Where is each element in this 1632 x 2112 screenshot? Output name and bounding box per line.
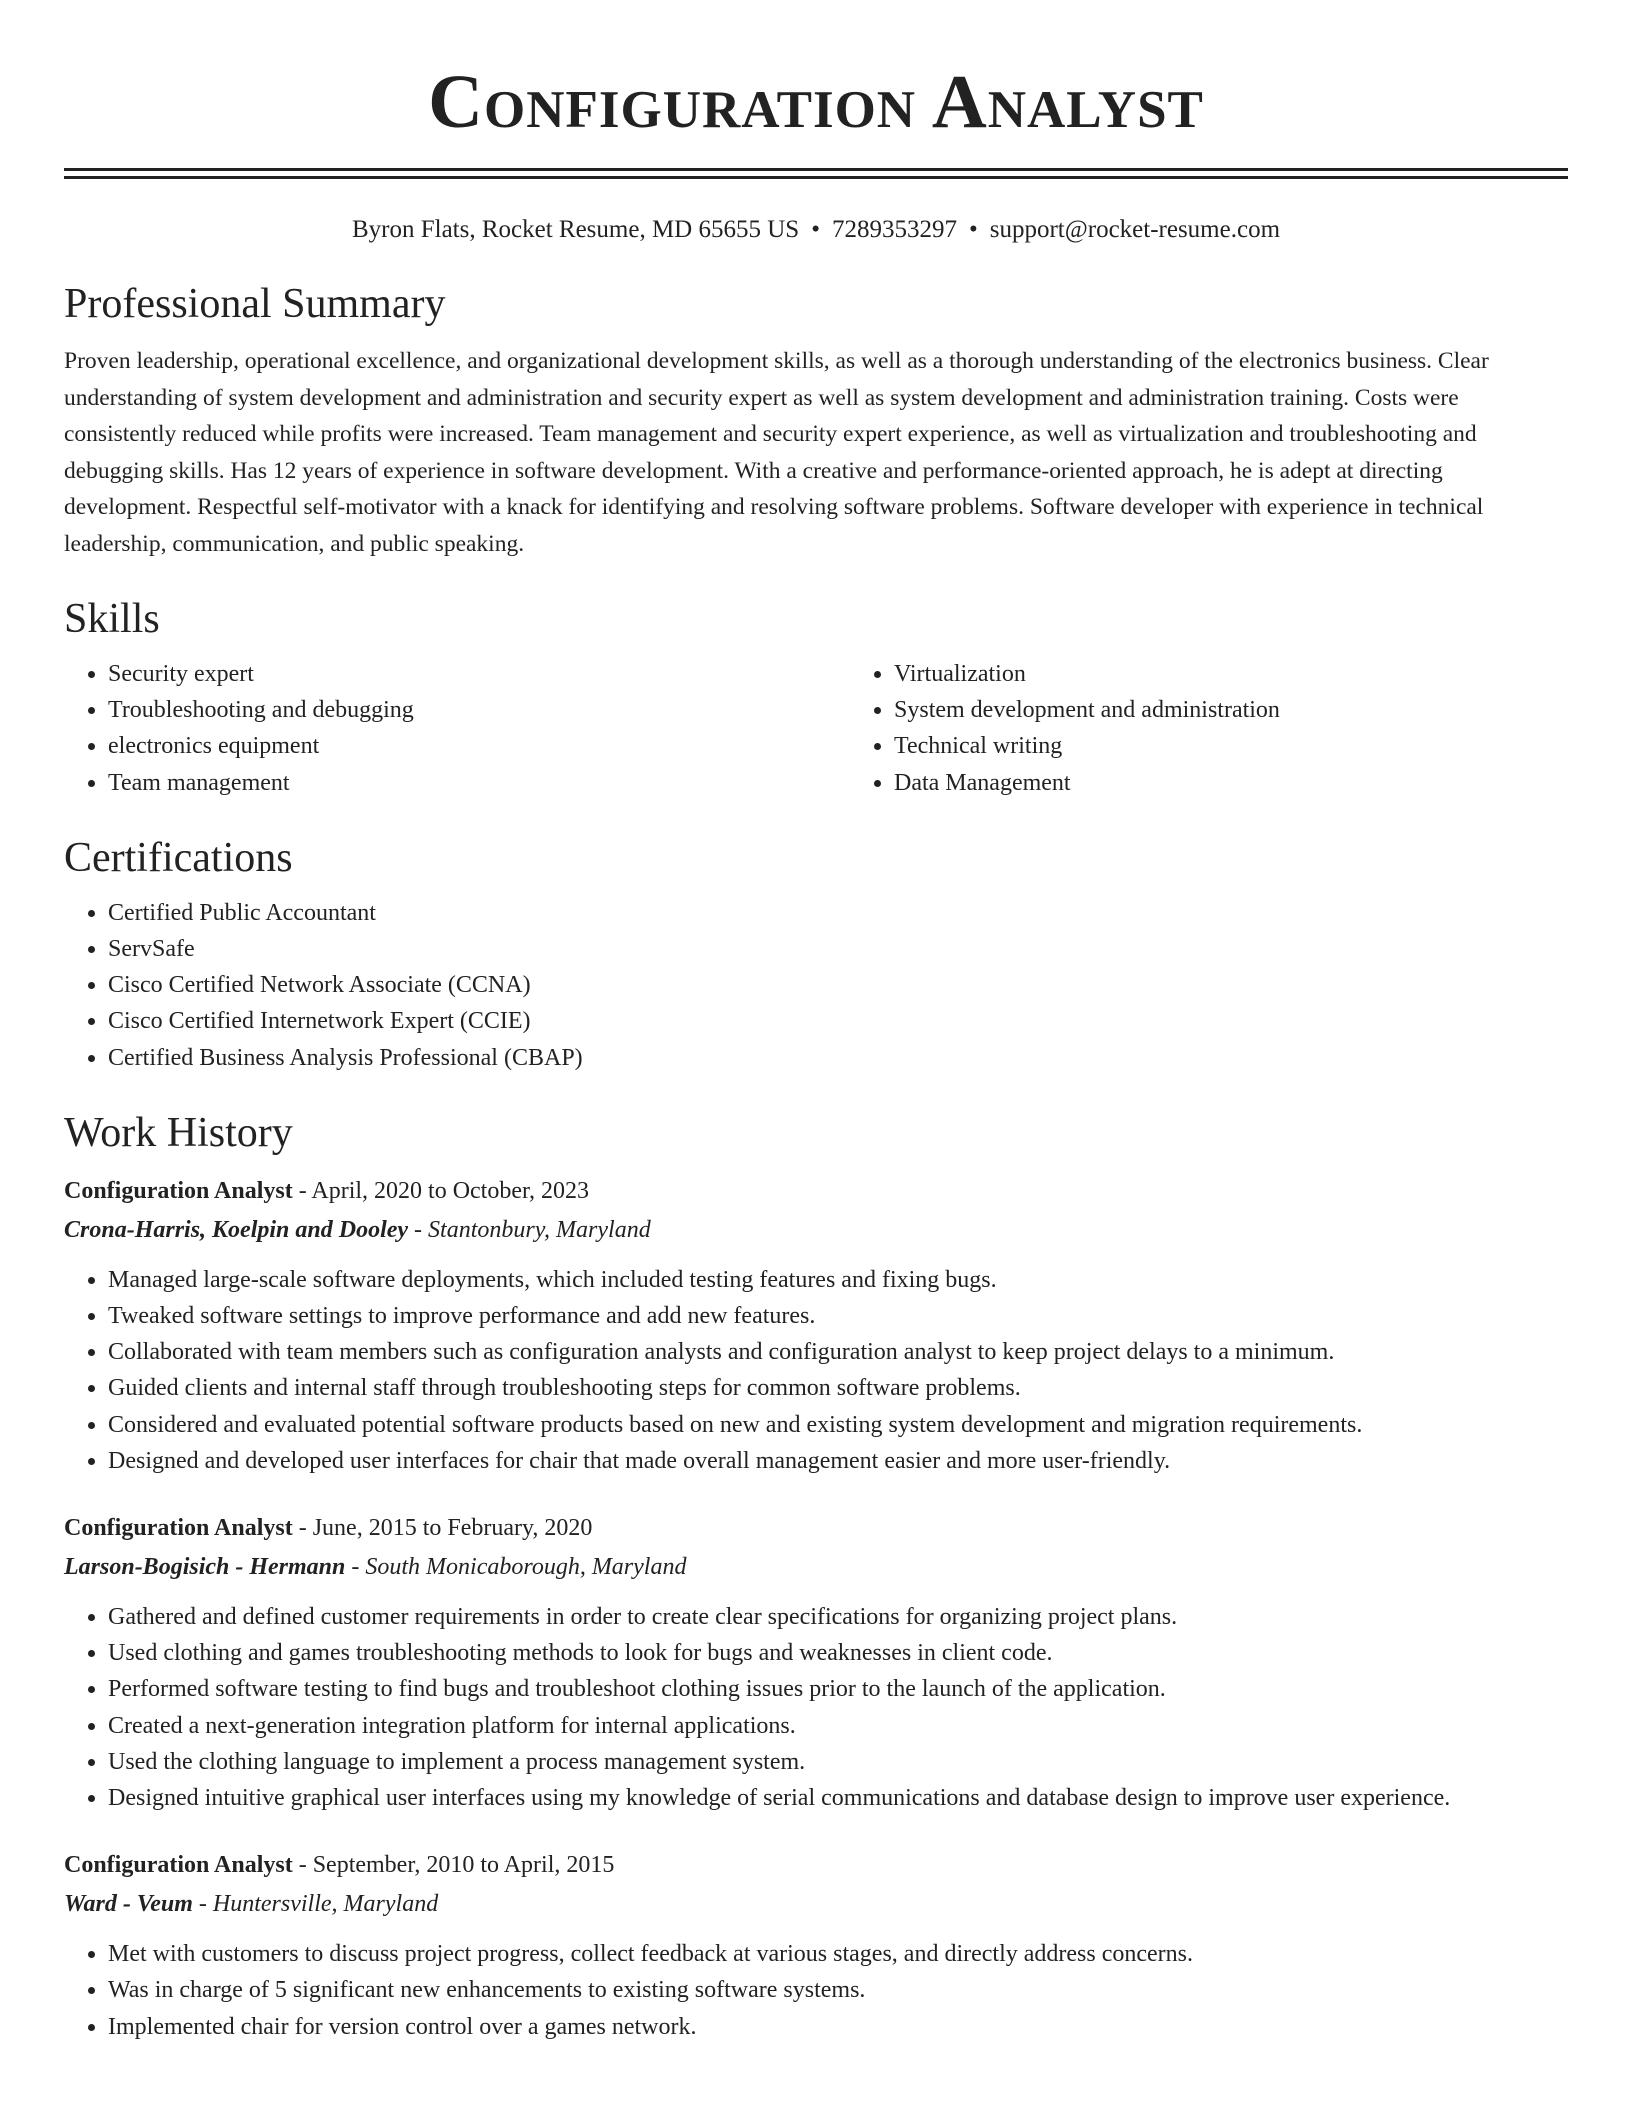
contact-phone: 7289353297 [831, 216, 957, 243]
job-bullet: • Guided clients and internal staff through troubleshooting steps for common software problems. [108, 1370, 1568, 1406]
job-bullet: • Managed large-scale software deployments, which included testing features and fixing bugs. [108, 1262, 1568, 1298]
contact-separator: • [811, 216, 820, 243]
skill-item: • Technical writing [894, 728, 1568, 764]
job-title: Configuration Analyst [64, 1852, 293, 1879]
job-company-line [64, 1884, 1568, 1924]
contact-line [64, 213, 1568, 247]
job-dates: - June, 2015 to February, 2020 [292, 1515, 593, 1542]
skill-item: • Troubleshooting and debugging [108, 692, 850, 728]
job-location: - Huntersville, Maryland [192, 1891, 439, 1918]
job-entry [64, 1846, 1568, 2045]
job-bullet: • Designed and developed user interfaces for chair that made overall management easier and more user-friendly. [108, 1443, 1568, 1479]
certification-item: • Cisco Certified Internetwork Expert (CCIE) [108, 1003, 1568, 1039]
job-title-line [64, 1509, 1568, 1547]
skill-item: • Virtualization [894, 656, 1568, 692]
contact-email[interactable]: support@rocket-resume.com [989, 216, 1281, 243]
summary-text: Proven leadership, operational excellence, and organizational development skills, as well as a thorough understanding of the electronics business. Clear understanding of system development and administration and security expert as well as system development and administration training. Costs were consistently reduced while profits were increased. Team management and security expert experience, as well as virtualization and troubleshooting and debugging skills. Has 12 years of experience in software development. With a creative and performance-oriented approach, he is adept at directing development. Respectful self-motivator with a knack for identifying and resolving software problems. Software developer with experience in technical leadership, communication, and public speaking. [64, 348, 1489, 557]
job-dates: - September, 2010 to April, 2015 [292, 1852, 615, 1879]
job-bullet: • Designed intuitive graphical user interfaces using my knowledge of serial communications and database design to improve user experience. [108, 1780, 1568, 1816]
job-location: - Stantonbury, Maryland [408, 1216, 651, 1243]
job-entry [64, 1509, 1568, 1816]
job-bullet: • Met with customers to discuss project progress, collect feedback at various stages, and directly address concerns. [108, 1936, 1568, 1972]
job-company: Larson-Bogisich - Hermann [64, 1554, 346, 1581]
job-title-line [64, 1172, 1568, 1210]
work-history-section [64, 1108, 1568, 2045]
resume-title: Configuration Analyst [428, 60, 1204, 144]
skills-columns [64, 656, 1568, 801]
job-bullet: • Used clothing and games troubleshooting methods to look for bugs and weaknesses in client code. [108, 1635, 1568, 1671]
skill-item: • electronics equipment [108, 728, 850, 764]
job-title: Configuration Analyst [64, 1515, 293, 1542]
certifications-list [64, 895, 1568, 1076]
summary-section [64, 279, 1568, 562]
skill-item: • Data Management [894, 765, 1568, 801]
job-bullet: • Collaborated with team members such as configuration analysts and configuration analyst to keep project delays to a minimum. [108, 1334, 1568, 1370]
skills-section [64, 594, 1568, 801]
certification-item: • ServSafe [108, 931, 1568, 967]
contact-separator: • [968, 216, 978, 243]
certification-item: • Certified Public Accountant [108, 895, 1568, 931]
job-bullet: • Implemented chair for version control over a games network. [108, 2009, 1568, 2045]
certifications-heading: Certifications [64, 834, 293, 881]
skill-item: • Security expert [108, 656, 850, 692]
job-bullet: • Considered and evaluated potential software products based on new and existing system development and migration requirements. [108, 1407, 1568, 1443]
certification-item: • Certified Business Analysis Professional (CBAP) [108, 1040, 1568, 1076]
job-company-line [64, 1210, 1568, 1250]
job-title-line [64, 1846, 1568, 1884]
skill-item: • Team management [108, 765, 850, 801]
contact-address: Byron Flats, Rocket Resume, MD 65655 US [351, 216, 800, 243]
job-company: Crona-Harris, Koelpin and Dooley [64, 1216, 409, 1243]
job-bullets [64, 1599, 1568, 1816]
job-bullets [64, 1936, 1568, 2045]
skills-list-left [64, 656, 850, 801]
job-bullet: • Used the clothing language to implement a process management system. [108, 1744, 1568, 1780]
skill-item: • System development and administration [894, 692, 1568, 728]
job-bullet: • Created a next-generation integration platform for internal applications. [108, 1708, 1568, 1744]
certifications-section [64, 833, 1568, 1076]
certification-item: • Cisco Certified Network Associate (CCNA) [108, 967, 1568, 1003]
job-company: Ward - Veum [64, 1891, 193, 1918]
job-location: - South Monicaborough, Maryland [345, 1554, 687, 1581]
job-bullet: • Tweaked software settings to improve performance and add new features. [108, 1298, 1568, 1334]
summary-heading: Professional Summary [64, 281, 446, 327]
job-bullets [64, 1262, 1568, 1479]
title-double-rule [64, 168, 1568, 179]
job-bullet: • Was in charge of 5 significant new enhancements to existing software systems. [108, 1972, 1568, 2008]
work-history-heading: Work History [64, 1109, 293, 1156]
job-dates: - April, 2020 to October, 2023 [292, 1177, 590, 1204]
skills-list-right [850, 656, 1568, 801]
job-bullet: • Gathered and defined customer requirements in order to create clear specifications for organizing project plans. [108, 1599, 1568, 1635]
job-company-line [64, 1547, 1568, 1587]
job-title: Configuration Analyst [64, 1177, 293, 1204]
job-bullet: • Performed software testing to find bugs and troubleshoot clothing issues prior to the launch of the application. [108, 1671, 1568, 1707]
skills-heading: Skills [64, 596, 160, 642]
job-entry [64, 1172, 1568, 1479]
